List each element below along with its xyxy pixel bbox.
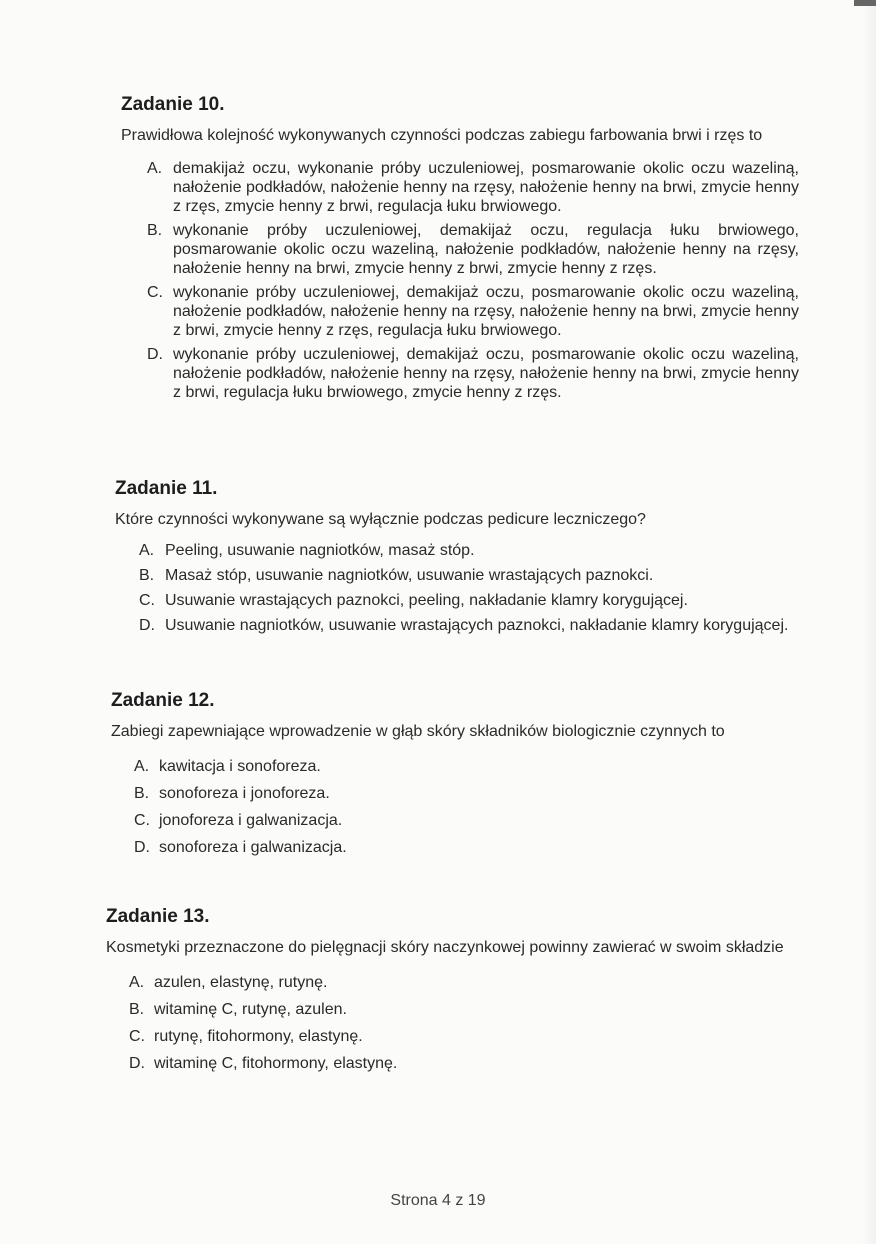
task-title: Zadanie 10. xyxy=(121,94,225,115)
task-question: Które czynności wykonywane są wyłącznie podczas pedicure leczniczego? xyxy=(115,511,646,528)
answer-text: wykonanie próby uczuleniowej, demakijaż oczu, regulacja łuku brwiowego, posmarowanie okolic oczu wazeliną, nałożenie podkładów, nałożenie henny na rzęsy, nałożenie henny na brwi, zmycie henny z brwi, zmycie henny z rzęs. xyxy=(173,222,799,277)
answer-list xyxy=(121,159,799,402)
answer-list xyxy=(106,973,786,1073)
answer-d[interactable] xyxy=(111,838,789,857)
answer-d[interactable] xyxy=(121,345,799,402)
answer-c[interactable] xyxy=(121,283,799,340)
answer-text: Masaż stóp, usuwanie nagniotków, usuwanie wrastających paznokci. xyxy=(165,567,654,584)
answer-letter: A. xyxy=(134,758,150,775)
task-10 xyxy=(121,94,799,402)
answer-text: Peeling, usuwanie nagniotków, masaż stóp. xyxy=(165,542,475,559)
answer-text: sonoforeza i galwanizacja. xyxy=(159,839,347,856)
answer-letter: B. xyxy=(147,222,163,239)
answer-text: demakijaż oczu, wykonanie próby uczuleniowej, posmarowanie okolic oczu wazeliną, nałożenie podkładów, nałożenie henny na rzęsy, nałożenie henny na brwi, zmycie henny z rzęs, zmycie henny z brwi, regulacja łuku brwiowego. xyxy=(173,160,799,215)
answer-d[interactable] xyxy=(106,1054,786,1073)
task-title: Zadanie 12. xyxy=(111,690,215,711)
answer-letter: B. xyxy=(134,785,150,802)
answer-letter: B. xyxy=(139,567,155,584)
answer-a[interactable] xyxy=(121,159,799,216)
task-question: Kosmetyki przeznaczone do pielęgnacji skóry naczynkowej powinny zawierać w swoim składzie xyxy=(106,939,784,956)
answer-text: rutynę, fitohormony, elastynę. xyxy=(154,1028,363,1045)
answer-letter: A. xyxy=(129,974,145,991)
answer-letter: D. xyxy=(129,1055,145,1072)
answer-letter: C. xyxy=(139,592,155,609)
answer-b[interactable] xyxy=(106,1000,786,1019)
page-number: Strona 4 z 19 xyxy=(390,1192,486,1209)
task-title: Zadanie 13. xyxy=(106,906,210,927)
scan-corner-mark xyxy=(854,0,876,6)
answer-text: wykonanie próby uczuleniowej, demakijaż oczu, posmarowanie okolic oczu wazeliną, nałożenie podkładów, nałożenie henny na rzęsy, nałożenie henny na brwi, zmycie henny z brwi, zmycie henny z rzęs, regulacja łuku brwiowego. xyxy=(173,284,799,339)
answer-a[interactable] xyxy=(111,757,789,776)
answer-a[interactable] xyxy=(115,541,791,560)
answer-letter: C. xyxy=(134,812,150,829)
answer-b[interactable] xyxy=(115,566,791,585)
answer-text: witaminę C, rutynę, azulen. xyxy=(154,1001,347,1018)
answer-letter: A. xyxy=(147,160,163,177)
answer-letter: C. xyxy=(147,284,163,301)
answer-text: azulen, elastynę, rutynę. xyxy=(154,974,328,991)
answer-letter: D. xyxy=(147,346,163,363)
answer-letter: B. xyxy=(129,1001,145,1018)
answer-c[interactable] xyxy=(106,1027,786,1046)
answer-c[interactable] xyxy=(111,811,789,830)
task-12 xyxy=(111,690,789,857)
answer-b[interactable] xyxy=(121,221,799,278)
answer-b[interactable] xyxy=(111,784,789,803)
answer-c[interactable] xyxy=(115,591,791,610)
answer-text: wykonanie próby uczuleniowej, demakijaż oczu, posmarowanie okolic oczu wazeliną, nałożenie podkładów, nałożenie henny na rzęsy, nałożenie henny na brwi, zmycie henny z brwi, regulacja łuku brwiowego, zmycie henny z rzęs. xyxy=(173,346,799,401)
answer-letter: A. xyxy=(139,542,155,559)
answer-letter: C. xyxy=(129,1028,145,1045)
answer-text: witaminę C, fitohormony, elastynę. xyxy=(154,1055,398,1072)
answer-text: Usuwanie wrastających paznokci, peeling, nakładanie klamry korygującej. xyxy=(165,592,688,609)
answer-text: kawitacja i sonoforeza. xyxy=(159,758,321,775)
task-title: Zadanie 11. xyxy=(115,478,218,499)
answer-list xyxy=(115,541,791,635)
answer-letter: D. xyxy=(134,839,150,856)
task-11 xyxy=(115,478,791,635)
answer-text: jonoforeza i galwanizacja. xyxy=(159,812,343,829)
answer-d[interactable] xyxy=(115,616,791,635)
task-question: Prawidłowa kolejność wykonywanych czynności podczas zabiegu farbowania brwi i rzęs to xyxy=(121,127,763,144)
answer-list xyxy=(111,757,789,857)
task-question: Zabiegi zapewniające wprowadzenie w głąb skóry składników biologicznie czynnych to xyxy=(111,723,725,740)
answer-a[interactable] xyxy=(106,973,786,992)
answer-text: Usuwanie nagniotków, usuwanie wrastających paznokci, nakładanie klamry korygującej. xyxy=(165,617,789,634)
task-13 xyxy=(106,906,786,1073)
scan-edge-shadow xyxy=(862,0,876,1244)
answer-letter: D. xyxy=(139,617,155,634)
answer-text: sonoforeza i jonoforeza. xyxy=(159,785,330,802)
